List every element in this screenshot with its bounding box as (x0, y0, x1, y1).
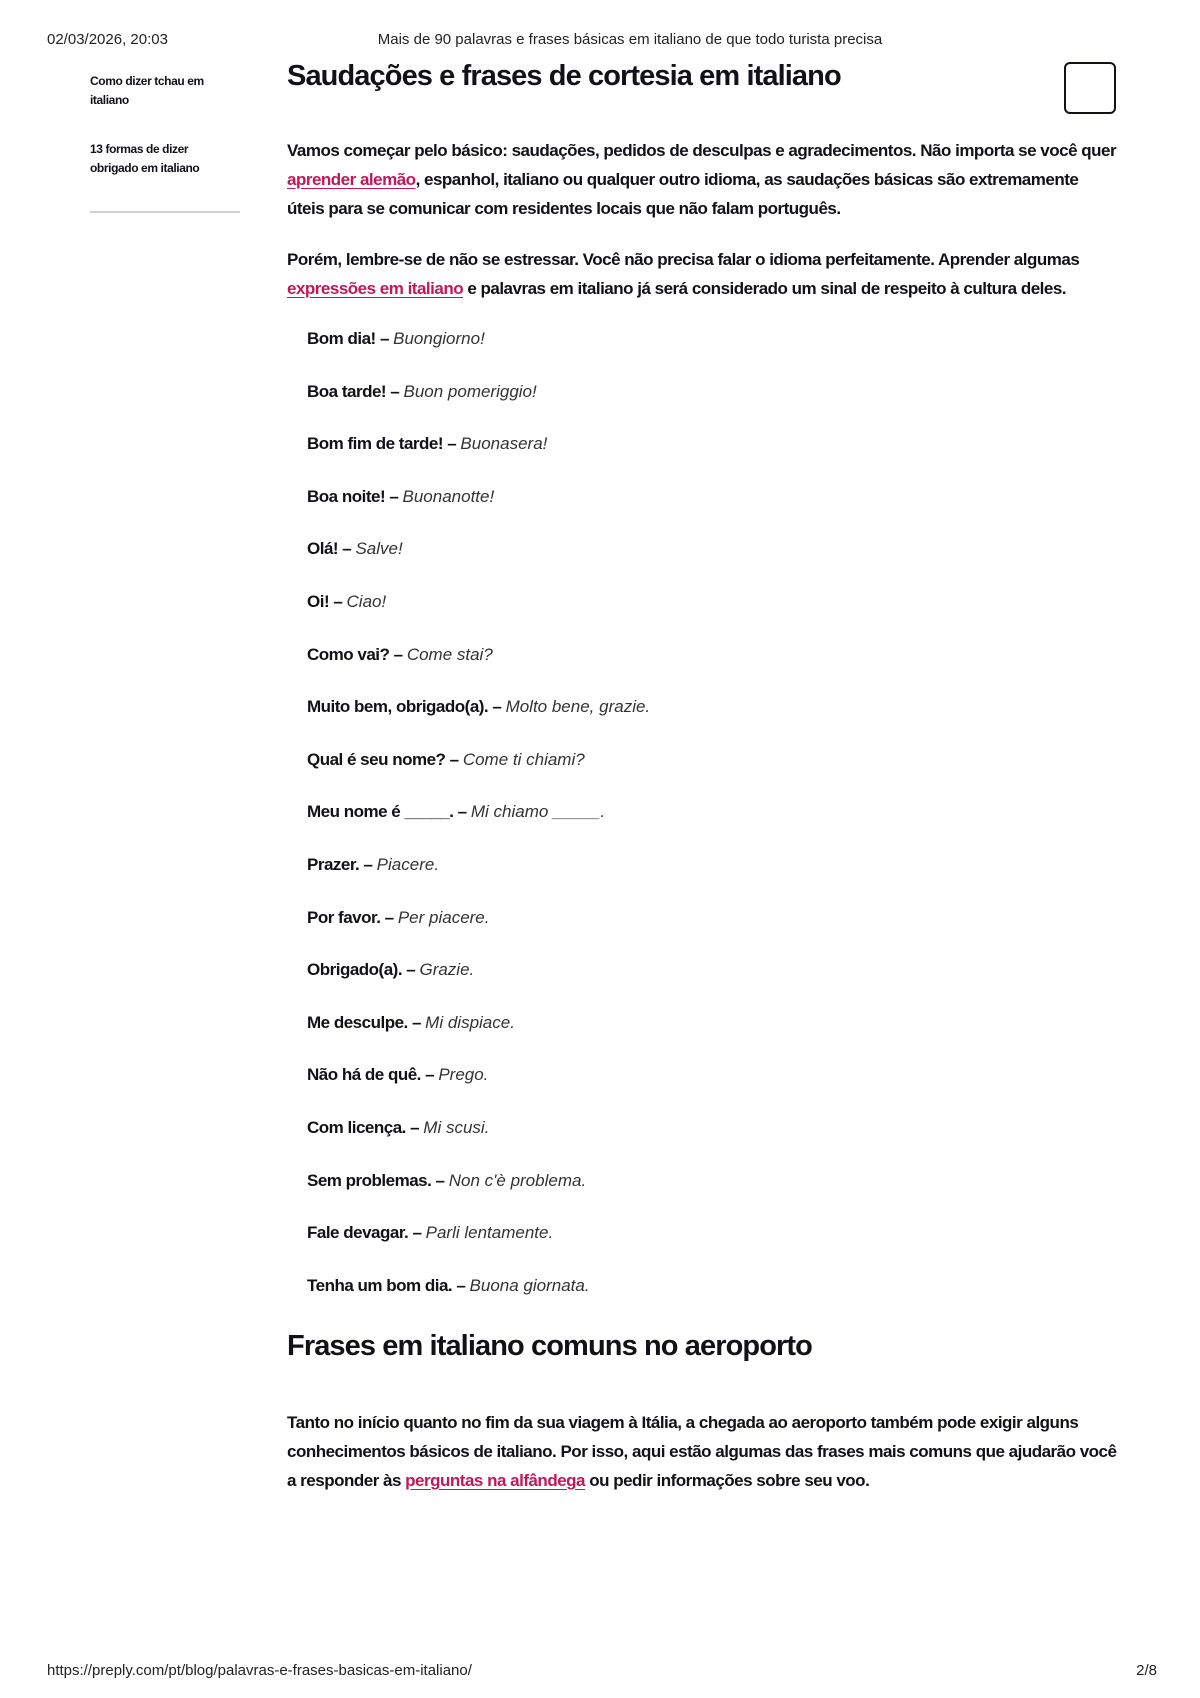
airport-text-end: ou pedir informações sobre seu voo. (585, 1470, 870, 1490)
print-page-title: Mais de 90 palavras e frases básicas em italiano de que todo turista precisa (377, 31, 883, 48)
list-item (307, 1169, 1117, 1193)
link-perguntas-na-alfandega[interactable]: perguntas na alfândega (405, 1470, 585, 1490)
list-item (307, 380, 1117, 404)
print-page-number: 2/8 (1136, 1662, 1157, 1679)
phrase-italian: Buonasera! (460, 434, 548, 454)
list-item (307, 1011, 1117, 1035)
respect-paragraph (287, 245, 1117, 303)
phrase-portuguese: Prazer. – (307, 854, 377, 874)
phrase-portuguese: Meu nome é _____. – (307, 802, 471, 822)
list-item (307, 643, 1117, 667)
link-aprender-alemao[interactable]: aprender alemão (287, 170, 416, 189)
phrase-portuguese: Me desculpe. – (307, 1012, 426, 1032)
phrase-portuguese: Sem problemas. – (307, 1170, 449, 1190)
phrase-italian: Buongiorno! (393, 329, 485, 348)
list-item (307, 1274, 1117, 1298)
toc-item-obrigado[interactable]: 13 formas de dizer obrigado em italiano (90, 142, 200, 175)
phrase-italian: Grazie. (419, 960, 475, 980)
respect-text-end: e palavras em italiano já será considerado um sinal de respeito à cultura deles. (463, 279, 1067, 298)
greeting-phrase-list (287, 327, 1117, 1298)
phrase-portuguese: Obrigado(a). – (307, 960, 420, 980)
phrase-portuguese: Bom dia! – (307, 329, 394, 348)
section-title-greetings: Saudações e frases de cortesia em italiano (287, 60, 841, 92)
phrase-italian: Come ti chiami? (462, 749, 585, 769)
list-item (307, 748, 1117, 772)
phrase-portuguese: Por favor. – (307, 907, 398, 927)
phrase-portuguese: Muito bem, obrigado(a). – (307, 697, 506, 717)
phrase-portuguese: Boa noite! – (307, 486, 403, 506)
phrase-italian: Molto bene, grazie. (505, 697, 651, 717)
intro-paragraph (287, 136, 1117, 223)
respect-text-start: Porém, lembre-se de não se estressar. Você não precisa falar o idioma perfeitamente. Aprender algumas (287, 250, 1080, 269)
list-item (307, 1221, 1117, 1245)
toc-divider (90, 211, 240, 213)
list-item (307, 1063, 1117, 1087)
link-expressoes-em-italiano[interactable]: expressões em italiano (287, 279, 464, 298)
section-title-airport: Frases em italiano comuns no aeroporto (287, 1329, 812, 1362)
phrase-italian: Ciao! (346, 591, 387, 611)
phrase-italian: Piacere. (376, 854, 440, 874)
airport-text-start: Tanto no início quanto no fim da sua viagem à Itália, a chegada ao aeroporto também pode exigir alguns conhecimentos básicos de italiano. Por isso, aqui estão algumas das frases mais comuns que ajudarão você a responder às (287, 1412, 1117, 1490)
phrase-italian: Prego. (438, 1065, 489, 1085)
phrase-italian: Buonanotte! (402, 486, 495, 506)
article-body (287, 58, 1117, 1495)
phrase-portuguese: Como vai? – (307, 644, 407, 664)
phrase-portuguese: Com licença. – (307, 1117, 424, 1137)
phrase-italian: Mi dispiace. (425, 1012, 515, 1032)
phrase-portuguese: Bom fim de tarde! – (307, 434, 461, 454)
phrase-portuguese: Qual é seu nome? – (307, 749, 463, 769)
list-item (307, 853, 1117, 877)
toc-item-tchau[interactable]: Como dizer tchau em italiano (90, 74, 204, 107)
phrase-italian: Mi scusi. (423, 1117, 490, 1137)
table-of-contents (90, 72, 240, 178)
phrase-italian: Mi chiamo _____. (470, 802, 606, 822)
list-item (307, 432, 1117, 456)
phrase-portuguese: Boa tarde! – (307, 381, 404, 401)
phrase-portuguese: Fale devagar. – (307, 1223, 426, 1243)
phrase-portuguese: Não há de quê. – (307, 1065, 439, 1085)
list-item (307, 695, 1117, 719)
airport-paragraph (287, 1408, 1117, 1495)
phrase-italian: Per piacere. (397, 907, 490, 927)
phrase-italian: Come stai? (406, 644, 493, 664)
phrase-italian: Buona giornata. (469, 1275, 590, 1295)
print-date: 02/03/2026, 20:03 (47, 31, 168, 48)
list-item (307, 590, 1117, 614)
list-item (307, 800, 1117, 824)
phrase-portuguese: Tenha um bom dia. – (307, 1275, 470, 1295)
phrase-portuguese: Oi! – (307, 591, 347, 611)
print-footer-url: https://preply.com/pt/blog/palavras-e-frases-basicas-em-italiano/ (47, 1662, 472, 1679)
intro-text-start: Vamos começar pelo básico: saudações, pedidos de desculpas e agradecimentos. Não importa se você quer (287, 141, 1117, 160)
phrase-italian: Salve! (355, 539, 403, 559)
list-item (307, 327, 1117, 351)
phrase-italian: Parli lentamente. (425, 1223, 554, 1243)
intro-text-end: , espanhol, italiano ou qualquer outro idioma, as saudações básicas são extremamente úteis para se comunicar com residentes locais que não falam português. (287, 170, 1079, 218)
phrase-portuguese: Olá! – (307, 539, 356, 559)
list-item (307, 906, 1117, 930)
list-item (307, 485, 1117, 509)
list-item (307, 537, 1117, 561)
phrase-italian: Non c'è problema. (448, 1170, 587, 1190)
list-item (307, 958, 1117, 982)
list-item (307, 1116, 1117, 1140)
phrase-italian: Buon pomeriggio! (403, 381, 537, 401)
